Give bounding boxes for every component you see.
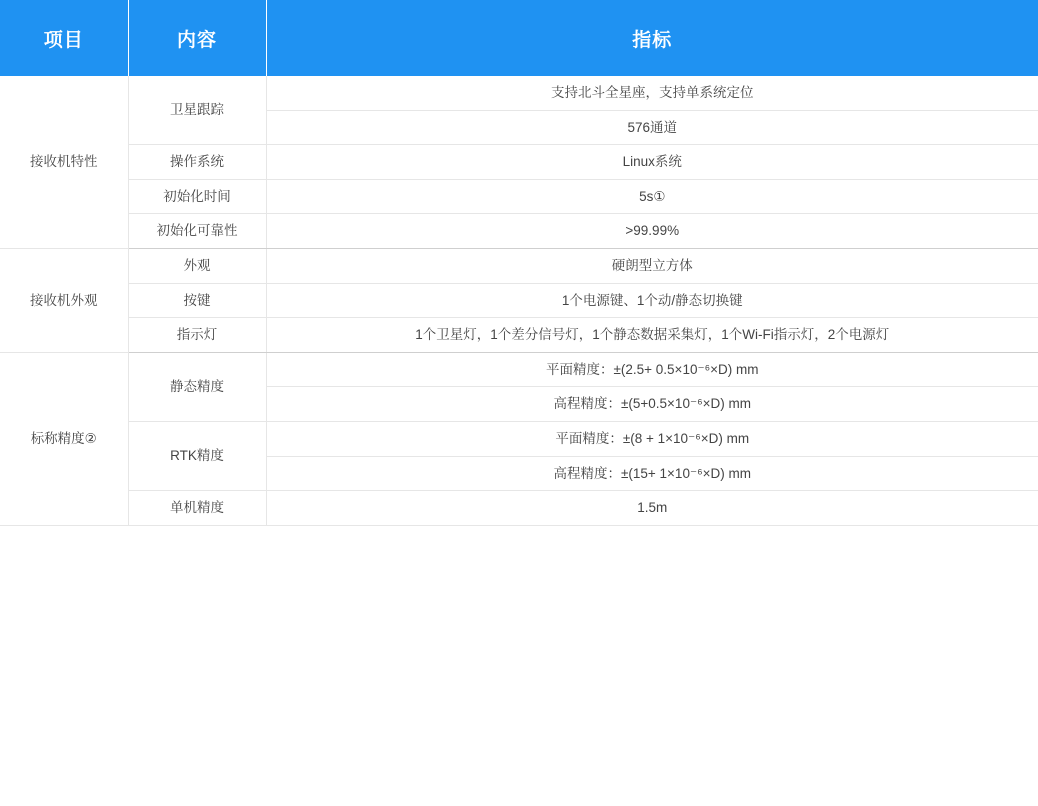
header-item: 内容 (128, 0, 266, 76)
spec-cell: 高程精度：±(5+0.5×10⁻⁶×D) mm (266, 387, 1038, 422)
item-cell: 操作系统 (128, 145, 266, 180)
table-header (0, 0, 1038, 76)
item-cell: 卫星跟踪 (128, 76, 266, 145)
spec-cell: 高程精度：±(15+ 1×10⁻⁶×D) mm (266, 456, 1038, 491)
item-cell: 按键 (128, 283, 266, 318)
table-row (0, 491, 1038, 526)
table-row (0, 179, 1038, 214)
table-body (0, 76, 1038, 525)
item-cell: RTK精度 (128, 421, 266, 490)
spec-cell: 平面精度：±(8 + 1×10⁻⁶×D) mm (266, 421, 1038, 456)
spec-cell: 平面精度：±(2.5+ 0.5×10⁻⁶×D) mm (266, 352, 1038, 387)
item-cell: 初始化可靠性 (128, 214, 266, 249)
header-row (0, 0, 1038, 76)
category-cell: 标称精度② (0, 352, 128, 525)
spec-cell: 支持北斗全星座，支持单系统定位 (266, 76, 1038, 110)
spec-cell: 1个电源键、1个动/静态切换键 (266, 283, 1038, 318)
item-cell: 外观 (128, 248, 266, 283)
spec-cell: Linux系统 (266, 145, 1038, 180)
table-row (0, 421, 1038, 456)
table-row (0, 145, 1038, 180)
table-row (0, 248, 1038, 283)
header-spec: 指标 (266, 0, 1038, 76)
item-cell: 初始化时间 (128, 179, 266, 214)
table-row (0, 283, 1038, 318)
category-cell: 接收机外观 (0, 248, 128, 352)
spec-cell: 1个卫星灯，1个差分信号灯，1个静态数据采集灯，1个Wi-Fi指示灯，2个电源灯 (266, 318, 1038, 353)
spec-cell: 5s① (266, 179, 1038, 214)
table-row (0, 318, 1038, 353)
spec-cell: 576通道 (266, 110, 1038, 145)
item-cell: 指示灯 (128, 318, 266, 353)
spec-cell: 硬朗型立方体 (266, 248, 1038, 283)
item-cell: 静态精度 (128, 352, 266, 421)
category-cell: 接收机特性 (0, 76, 128, 248)
spec-cell: >99.99% (266, 214, 1038, 249)
header-category: 项目 (0, 0, 128, 76)
item-cell: 单机精度 (128, 491, 266, 526)
spec-cell: 1.5m (266, 491, 1038, 526)
table-row (0, 214, 1038, 249)
table-row (0, 76, 1038, 110)
table-row (0, 352, 1038, 387)
